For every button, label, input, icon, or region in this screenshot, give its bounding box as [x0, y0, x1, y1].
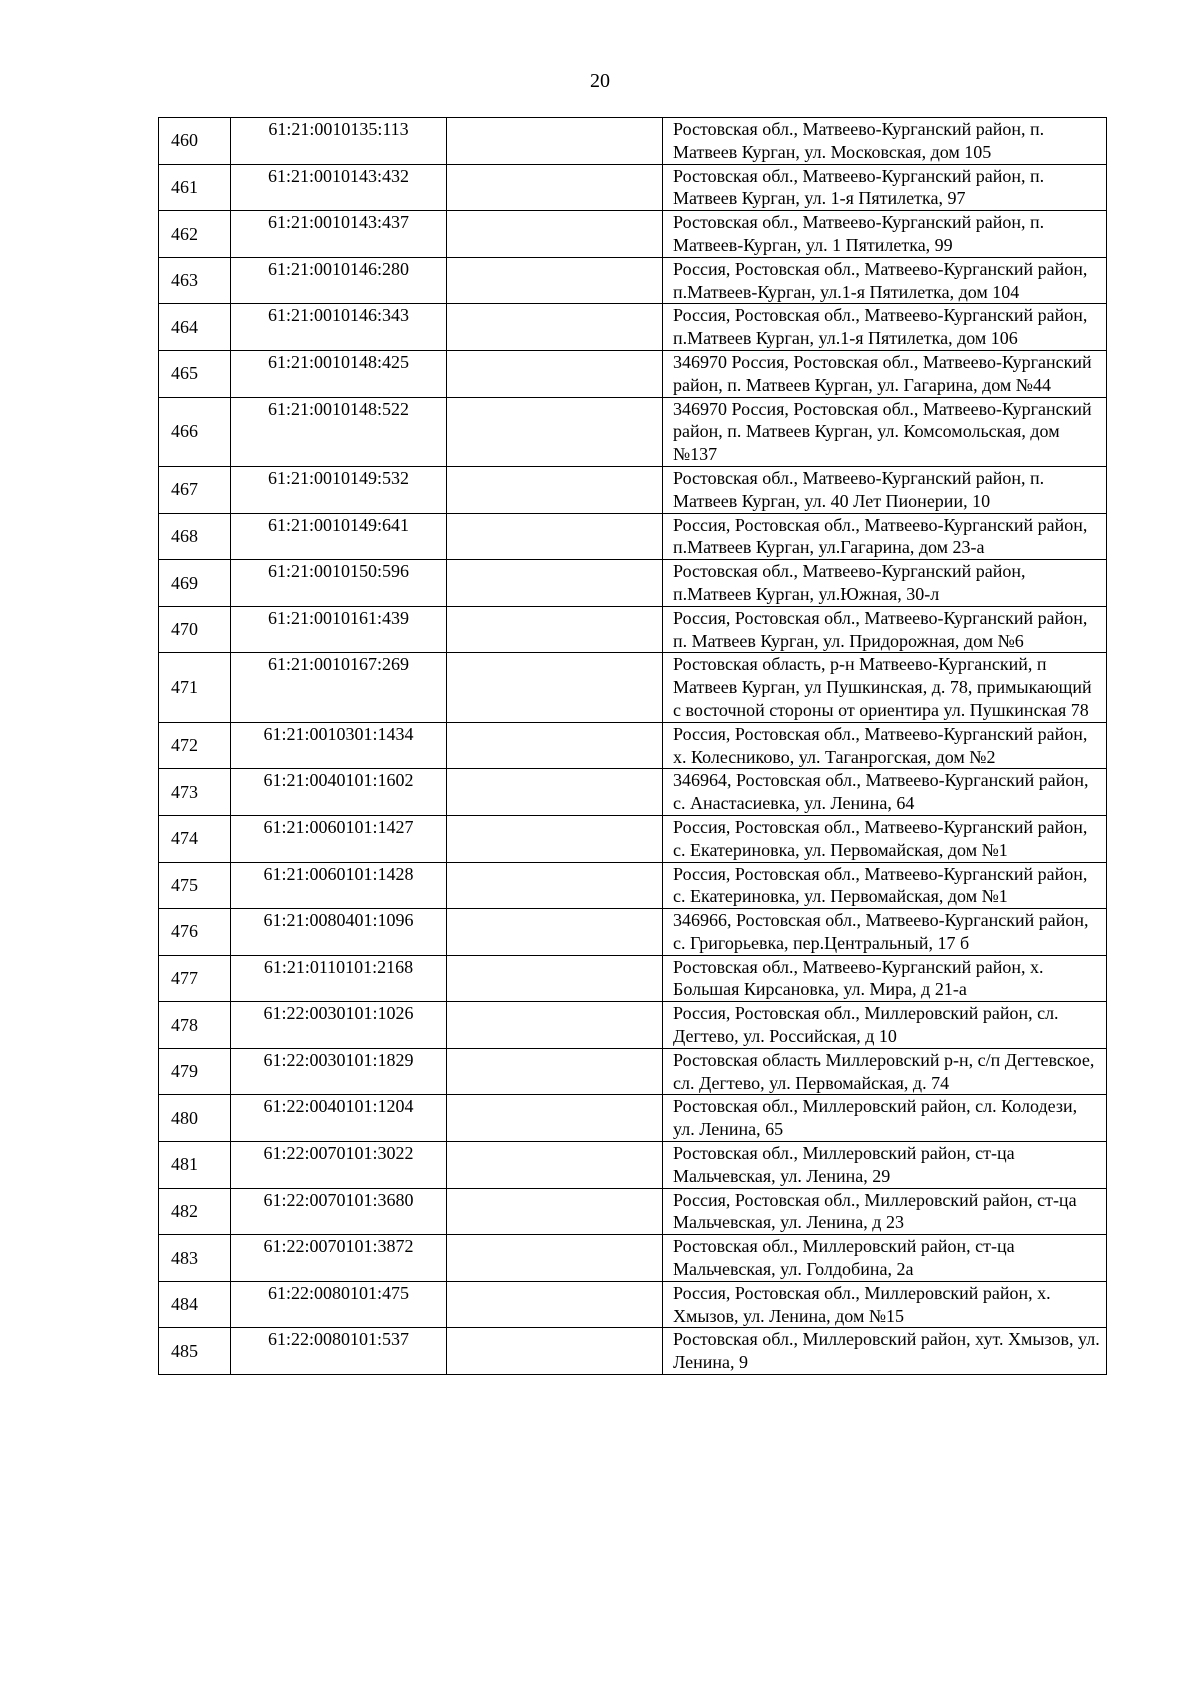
cadastral-number: 61:21:0010161:439: [231, 606, 447, 653]
empty-cell: [447, 815, 663, 862]
address: Ростовская обл., Матвеево-Курганский район, п. Матвеев-Курган, ул. 1 Пятилетка, 99: [663, 211, 1107, 258]
cadastral-number: 61:21:0060101:1427: [231, 815, 447, 862]
empty-cell: [447, 1188, 663, 1235]
table-row: [159, 118, 1107, 165]
address: Россия, Ростовская обл., Матвеево-Курганский район, п.Матвеев Курган, ул.Гагарина, дом 23-а: [663, 513, 1107, 560]
empty-cell: [447, 560, 663, 607]
cadastral-number: 61:21:0010148:522: [231, 397, 447, 466]
address: Ростовская обл., Матвеево-Курганский район, п. Матвеев Курган, ул. Московская, дом 105: [663, 118, 1107, 165]
table-row: [159, 815, 1107, 862]
empty-cell: [447, 257, 663, 304]
table-row: [159, 466, 1107, 513]
cadastral-number: 61:21:0010143:437: [231, 211, 447, 258]
empty-cell: [447, 1235, 663, 1282]
empty-cell: [447, 1142, 663, 1189]
address: Ростовская обл., Матвеево-Курганский район, х. Большая Кирсановка, ул. Мира, д 21-а: [663, 955, 1107, 1002]
empty-cell: [447, 1095, 663, 1142]
cadastral-number: 61:22:0030101:1026: [231, 1002, 447, 1049]
row-number: 462: [159, 211, 231, 258]
table-row: [159, 1188, 1107, 1235]
address: Россия, Ростовская обл., Матвеево-Курганский район, х. Колесниково, ул. Таганрогская, дом №2: [663, 722, 1107, 769]
registry-table: [158, 117, 1107, 1375]
table-row: [159, 164, 1107, 211]
row-number: 475: [159, 862, 231, 909]
address: Ростовская обл., Матвеево-Курганский район, п. Матвеев Курган, ул. 1-я Пятилетка, 97: [663, 164, 1107, 211]
row-number: 461: [159, 164, 231, 211]
row-number: 480: [159, 1095, 231, 1142]
cadastral-number: 61:21:0010149:641: [231, 513, 447, 560]
cadastral-number: 61:21:0110101:2168: [231, 955, 447, 1002]
table-row: [159, 397, 1107, 466]
table-row: [159, 955, 1107, 1002]
address: Россия, Ростовская обл., Матвеево-Курганский район, с. Екатериновка, ул. Первомайская, дом №1: [663, 815, 1107, 862]
table-row: [159, 1095, 1107, 1142]
table-row: [159, 606, 1107, 653]
address: Россия, Ростовская обл., Матвеево-Курганский район, п.Матвеев-Курган, ул.1-я Пятилетка, дом 104: [663, 257, 1107, 304]
table-row: [159, 513, 1107, 560]
cadastral-number: 61:22:0070101:3680: [231, 1188, 447, 1235]
empty-cell: [447, 909, 663, 956]
address: Россия, Ростовская обл., Матвеево-Курганский район, п. Матвеев Курган, ул. Придорожная, дом №6: [663, 606, 1107, 653]
address: Ростовская обл., Миллеровский район, ст-ца Мальчевская, ул. Ленина, 29: [663, 1142, 1107, 1189]
address: Ростовская обл., Миллеровский район, сл. Колодези, ул. Ленина, 65: [663, 1095, 1107, 1142]
address: Ростовская обл., Матвеево-Курганский район, п. Матвеев Курган, ул. 40 Лет Пионерии, 10: [663, 466, 1107, 513]
empty-cell: [447, 1048, 663, 1095]
empty-cell: [447, 769, 663, 816]
table-row: [159, 769, 1107, 816]
row-number: 473: [159, 769, 231, 816]
address: 346970 Россия, Ростовская обл., Матвеево-Курганский район, п. Матвеев Курган, ул. Комсомольская, дом №137: [663, 397, 1107, 466]
empty-cell: [447, 722, 663, 769]
cadastral-number: 61:21:0010301:1434: [231, 722, 447, 769]
row-number: 465: [159, 350, 231, 397]
cadastral-number: 61:22:0030101:1829: [231, 1048, 447, 1095]
row-number: 482: [159, 1188, 231, 1235]
address: Россия, Ростовская обл., Матвеево-Курганский район, с. Екатериновка, ул. Первомайская, дом №1: [663, 862, 1107, 909]
empty-cell: [447, 304, 663, 351]
empty-cell: [447, 466, 663, 513]
table-row: [159, 257, 1107, 304]
cadastral-number: 61:21:0040101:1602: [231, 769, 447, 816]
cadastral-number: 61:21:0010146:343: [231, 304, 447, 351]
table-row: [159, 1142, 1107, 1189]
address: Россия, Ростовская обл., Матвеево-Курганский район, п.Матвеев Курган, ул.1-я Пятилетка, дом 106: [663, 304, 1107, 351]
row-number: 472: [159, 722, 231, 769]
address: 346970 Россия, Ростовская обл., Матвеево-Курганский район, п. Матвеев Курган, ул. Гагарина, дом №44: [663, 350, 1107, 397]
table-row: [159, 1048, 1107, 1095]
empty-cell: [447, 350, 663, 397]
address: Ростовская обл., Матвеево-Курганский район, п.Матвеев Курган, ул.Южная, 30-л: [663, 560, 1107, 607]
empty-cell: [447, 118, 663, 165]
cadastral-number: 61:21:0010148:425: [231, 350, 447, 397]
table-row: [159, 1235, 1107, 1282]
table-row: [159, 722, 1107, 769]
row-number: 479: [159, 1048, 231, 1095]
row-number: 478: [159, 1002, 231, 1049]
address: Россия, Ростовская обл., Миллеровский район, сл. Дегтево, ул. Российская, д 10: [663, 1002, 1107, 1049]
empty-cell: [447, 1281, 663, 1328]
cadastral-number: 61:22:0070101:3872: [231, 1235, 447, 1282]
table-row: [159, 350, 1107, 397]
table-row: [159, 1328, 1107, 1375]
table-row: [159, 862, 1107, 909]
empty-cell: [447, 211, 663, 258]
address: Ростовская обл., Миллеровский район, ст-ца Мальчевская, ул. Голдобина, 2а: [663, 1235, 1107, 1282]
cadastral-number: 61:21:0060101:1428: [231, 862, 447, 909]
address: Ростовская область, р-н Матвеево-Курганский, п Матвеев Курган, ул Пушкинская, д. 78, примыкающий с восточной стороны от ориентира ул. Пушкинская 78: [663, 653, 1107, 722]
row-number: 474: [159, 815, 231, 862]
table-row: [159, 1002, 1107, 1049]
address: Россия, Ростовская обл., Миллеровский район, х. Хмызов, ул. Ленина, дом №15: [663, 1281, 1107, 1328]
table-row: [159, 211, 1107, 258]
row-number: 463: [159, 257, 231, 304]
table-row: [159, 653, 1107, 722]
row-number: 466: [159, 397, 231, 466]
address: 346966, Ростовская обл., Матвеево-Курганский район, с. Григорьевка, пер.Центральный, 17 б: [663, 909, 1107, 956]
cadastral-number: 61:21:0010143:432: [231, 164, 447, 211]
table-row: [159, 909, 1107, 956]
empty-cell: [447, 606, 663, 653]
empty-cell: [447, 1002, 663, 1049]
table-row: [159, 1281, 1107, 1328]
registry-table-body: [159, 118, 1107, 1375]
cadastral-number: 61:21:0010146:280: [231, 257, 447, 304]
row-number: 460: [159, 118, 231, 165]
row-number: 470: [159, 606, 231, 653]
cadastral-number: 61:22:0040101:1204: [231, 1095, 447, 1142]
row-number: 476: [159, 909, 231, 956]
empty-cell: [447, 513, 663, 560]
address: Ростовская обл., Миллеровский район, хут. Хмызов, ул. Ленина, 9: [663, 1328, 1107, 1375]
cadastral-number: 61:22:0080101:475: [231, 1281, 447, 1328]
row-number: 484: [159, 1281, 231, 1328]
cadastral-number: 61:21:0080401:1096: [231, 909, 447, 956]
address: Ростовская область Миллеровский р-н, с/п Дегтевское, сл. Дегтево, ул. Первомайская, д. 74: [663, 1048, 1107, 1095]
empty-cell: [447, 397, 663, 466]
row-number: 483: [159, 1235, 231, 1282]
cadastral-number: 61:22:0080101:537: [231, 1328, 447, 1375]
row-number: 471: [159, 653, 231, 722]
row-number: 468: [159, 513, 231, 560]
table-row: [159, 304, 1107, 351]
address: Россия, Ростовская обл., Миллеровский район, ст-ца Мальчевская, ул. Ленина, д 23: [663, 1188, 1107, 1235]
row-number: 467: [159, 466, 231, 513]
cadastral-number: 61:21:0010167:269: [231, 653, 447, 722]
row-number: 469: [159, 560, 231, 607]
table-row: [159, 560, 1107, 607]
empty-cell: [447, 955, 663, 1002]
cadastral-number: 61:22:0070101:3022: [231, 1142, 447, 1189]
empty-cell: [447, 653, 663, 722]
cadastral-number: 61:21:0010135:113: [231, 118, 447, 165]
cadastral-number: 61:21:0010150:596: [231, 560, 447, 607]
row-number: 485: [159, 1328, 231, 1375]
address: 346964, Ростовская обл., Матвеево-Курганский район, с. Анастасиевка, ул. Ленина, 64: [663, 769, 1107, 816]
row-number: 477: [159, 955, 231, 1002]
cadastral-number: 61:21:0010149:532: [231, 466, 447, 513]
row-number: 481: [159, 1142, 231, 1189]
row-number: 464: [159, 304, 231, 351]
page-number: 20: [590, 70, 610, 92]
empty-cell: [447, 1328, 663, 1375]
empty-cell: [447, 164, 663, 211]
empty-cell: [447, 862, 663, 909]
